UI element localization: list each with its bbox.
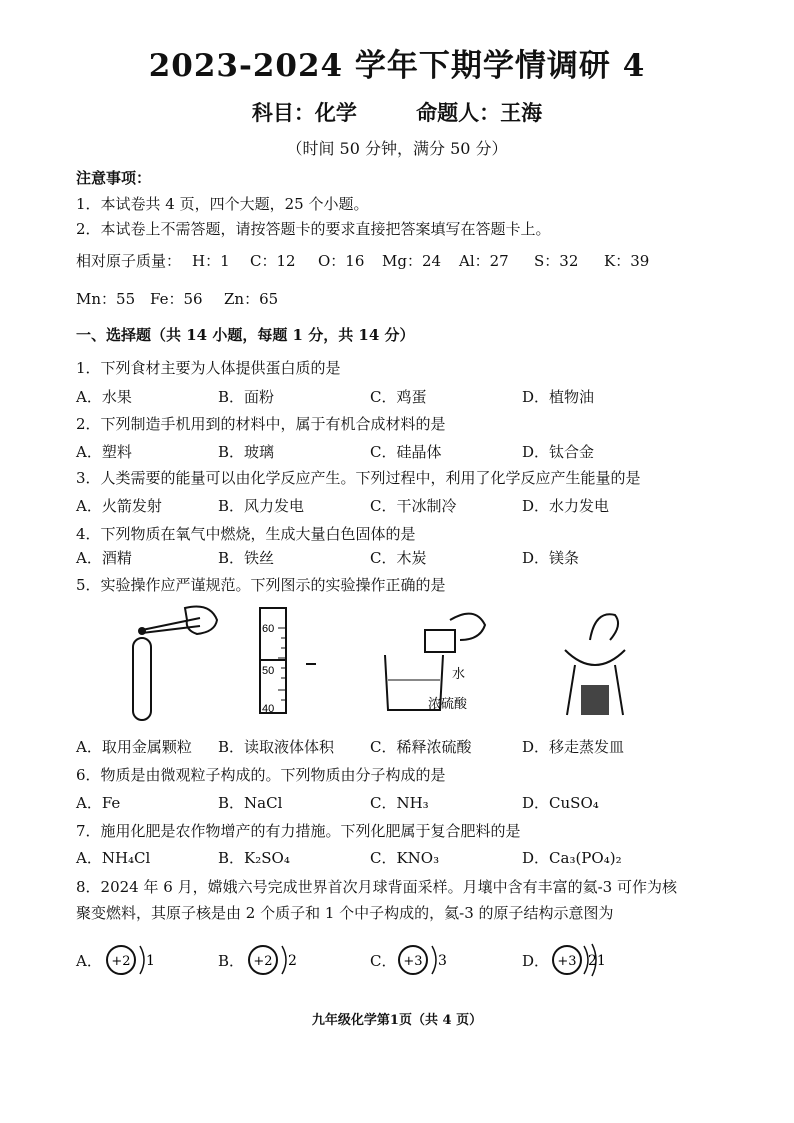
mass-s: S：32 — [534, 252, 579, 270]
q8-b-nucleus: +2 — [253, 954, 273, 969]
q4-option-b[interactable]: B．铁丝 — [218, 549, 275, 567]
q5-option-a[interactable]: A．取用金属颗粒 — [76, 738, 192, 756]
subject-label: 科目：化学 — [251, 100, 357, 125]
acid-label: 浓硫酸 — [428, 697, 468, 712]
mass-mn: Mn：55 — [76, 290, 136, 308]
q8-option-d-diagram — [550, 940, 614, 980]
question-5-stem: 5．实验操作应严谨规范。下列图示的实验操作正确的是 — [76, 576, 446, 594]
q2-option-d[interactable]: D．钛合金 — [522, 443, 595, 461]
cylinder-tick-60: 60 — [262, 623, 275, 635]
question-2-stem: 2．下列制造手机用到的材料中，属于有机合成材料的是 — [76, 415, 446, 433]
atomic-mass-label: 相对原子质量： — [76, 252, 182, 270]
q8-option-a-label[interactable]: A． — [76, 952, 102, 970]
q7-option-c[interactable]: C．KNO₃ — [370, 849, 440, 867]
page-footer: 九年级化学第1页（共 4 页） — [311, 1013, 483, 1028]
water-label: 水 — [452, 667, 466, 682]
q2-option-c[interactable]: C．硅晶体 — [370, 443, 442, 461]
q8-option-c-label[interactable]: C． — [370, 952, 397, 970]
q5-option-d[interactable]: D．移走蒸发皿 — [522, 738, 625, 756]
figure-evaporating-dish — [555, 600, 635, 725]
q8-option-a-diagram — [104, 940, 164, 980]
mass-k: K：39 — [604, 252, 650, 270]
q1-option-d[interactable]: D．植物油 — [522, 388, 595, 406]
q3-option-a[interactable]: A．火箭发射 — [76, 497, 162, 515]
q3-option-b[interactable]: B．风力发电 — [218, 497, 305, 515]
question-8-stem-2: 聚变燃料，其原子核是由 2 个质子和 1 个中子构成的，氦-3 的原子结构示意图为 — [76, 904, 614, 922]
q5-option-c[interactable]: C．稀释浓硫酸 — [370, 738, 472, 756]
q7-option-d[interactable]: D．Ca₃(PO₄)₂ — [522, 849, 622, 867]
q5-option-b[interactable]: B．读取液体体积 — [218, 738, 335, 756]
question-3-stem: 3．人类需要的能量可以由化学反应产生。下列过程中，利用了化学反应产生能量的是 — [76, 469, 641, 487]
q8-c-nucleus: +3 — [403, 954, 423, 969]
mass-al: Al：27 — [459, 252, 509, 270]
mass-mg: Mg：24 — [382, 252, 442, 270]
q8-b-shells: 2 — [288, 953, 297, 969]
figure-dilute-acid — [380, 600, 500, 725]
q8-c-shells: 3 — [438, 953, 447, 969]
mass-o: O：16 — [318, 252, 365, 270]
figure-graduated-cylinder — [250, 600, 320, 725]
q8-d-nucleus: +3 — [557, 954, 577, 969]
figure-metal-granule — [105, 600, 225, 725]
question-4-stem: 4．下列物质在氧气中燃烧，生成大量白色固体的是 — [76, 525, 416, 543]
question-6-stem: 6．物质是由微观粒子构成的。下列物质由分子构成的是 — [76, 766, 446, 784]
q1-option-a[interactable]: A．水果 — [76, 388, 132, 406]
q6-option-a[interactable]: A．Fe — [76, 794, 121, 812]
q4-option-c[interactable]: C．木炭 — [370, 549, 427, 567]
q1-option-b[interactable]: B．面粉 — [218, 388, 275, 406]
section-heading: 一、选择题（共 14 小题，每题 1 分，共 14 分） — [76, 326, 415, 344]
subtitle — [0, 97, 794, 127]
q4-option-a[interactable]: A．酒精 — [76, 549, 132, 567]
question-1-stem: 1．下列食材主要为人体提供蛋白质的是 — [76, 359, 341, 377]
q2-option-b[interactable]: B．玻璃 — [218, 443, 275, 461]
q8-a-nucleus: +2 — [111, 954, 131, 969]
q7-option-b[interactable]: B．K₂SO₄ — [218, 849, 290, 867]
q4-option-d[interactable]: D．镁条 — [522, 549, 580, 567]
question-8-stem-1: 8．2024 年 6 月，嫦娥六号完成世界首次月球背面采样。月壤中含有丰富的氦-3 可作为核 — [76, 878, 677, 896]
mass-c: C：12 — [250, 252, 296, 270]
notice-heading: 注意事项： — [76, 169, 152, 187]
mass-fe: Fe：56 — [150, 290, 203, 308]
q8-option-d-label[interactable]: D． — [522, 952, 550, 970]
cylinder-tick-40: 40 — [262, 703, 275, 715]
cylinder-tick-50: 50 — [262, 665, 275, 677]
q6-option-d[interactable]: D．CuSO₄ — [522, 794, 599, 812]
mass-h: H：1 — [192, 252, 230, 270]
q3-option-c[interactable]: C．干冰制冷 — [370, 497, 457, 515]
q8-a-shells: 1 — [146, 953, 155, 969]
question-7-stem: 7．施用化肥是农作物增产的有力措施。下列化肥属于复合肥料的是 — [76, 822, 521, 840]
q8-option-b-diagram — [246, 940, 306, 980]
notice-item-2: 2．本试卷上不需答题，请按答题卡的要求直接把答案填写在答题卡上。 — [76, 220, 551, 238]
q8-d-shells: 21 — [588, 953, 606, 969]
time-info: （时间 50 分钟，满分 50 分） — [286, 139, 508, 158]
q3-option-d[interactable]: D．水力发电 — [522, 497, 610, 515]
q1-option-c[interactable]: C．鸡蛋 — [370, 388, 427, 406]
mass-zn: Zn：65 — [224, 290, 279, 308]
q6-option-b[interactable]: B．NaCl — [218, 794, 283, 812]
q6-option-c[interactable]: C．NH₃ — [370, 794, 429, 812]
author-label: 命题人：王海 — [416, 100, 543, 125]
q8-option-c-diagram — [396, 940, 456, 980]
q8-option-b-label[interactable]: B． — [218, 952, 245, 970]
page-title: 2023-2024 学年下期学情调研 4 — [148, 48, 646, 84]
q7-option-a[interactable]: A．NH₄Cl — [76, 849, 151, 867]
notice-item-1: 1．本试卷共 4 页，四个大题，25 个小题。 — [76, 195, 369, 213]
q2-option-a[interactable]: A．塑料 — [76, 443, 132, 461]
